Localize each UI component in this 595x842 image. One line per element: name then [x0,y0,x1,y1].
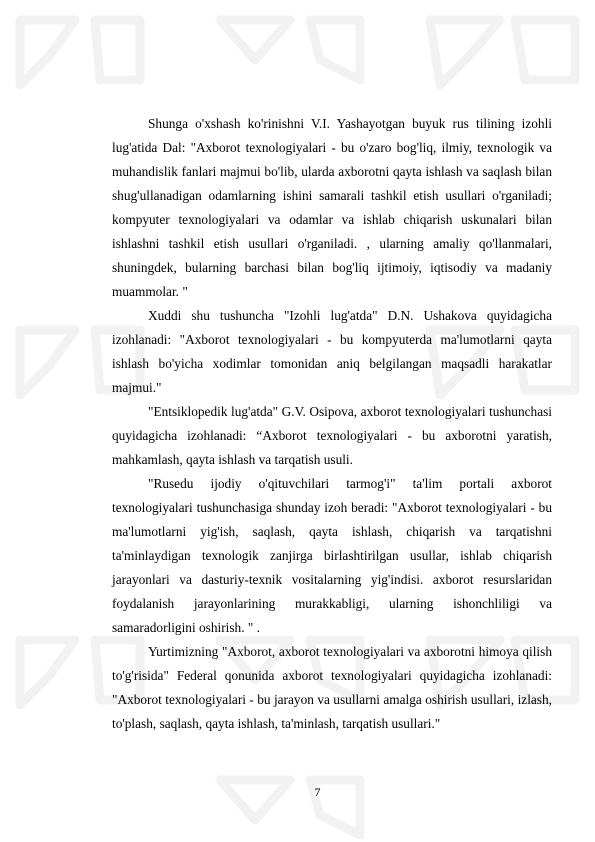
paragraph-3: "Entsiklopedik lug'atda" G.V. Osipova, axborot texnologiyalari tushunchasi quyidagicha izohlanadi: “Axborot texnologiyalari - bu axborotni yaratish, mahkamlash, qayta ishlash va tarqatish usuli. [112,404,552,467]
watermark-shape [220,20,360,80]
document-body [112,112,552,736]
paragraph-1: Shunga o'xshash ko'rinishni V.I. Yashayotgan buyuk rus tilining izohli lug'atida Dal: "Axborot texnologiyalari - bu o'zaro bog'liq, ilmiy, texnologik va muhandislik fanlari majmui bo'lib, ularda axborotni qayta ishlash va saqlash bilan shug'ullanadigan odamlarning ishini samarali tashkil etish usullari o'rganiladi; kompyuter texnologiyalari va odamlar va ishlab chiqarish uskunalari bilan ishlashni tashkil etish usullari o'rganiladi. , ularning amaliy qo'llanmalari, shuningdek, bularning barchasi bilan bog'liq ijtimoiy, iqtisodiy va madaniy muammolar. " [112,116,552,299]
paragraph-4: "Rusedu ijodiy o'qituvchilari tarmog'i" ta'lim portali axborot texnologiyalari tushunchasiga shunday izoh beradi: "Axborot texnologiyalari - bu ma'lumotlarni yig'ish, saqlash, qayta ishlash, chiqarish va tarqatishni ta'minlaydigan texnologik zanjirga birlashtirilgan usullar, ishlab chiqarish jarayonlari va dasturiy-texnik vositalarning yig'indisi. axborot resurslaridan foydalanish jarayonlarining murakkabligi, ularning ishonchliligi va samaradorligini oshirish. " . [112,476,552,635]
paragraph-5: Yurtimizning "Axborot, axborot texnologiyalari va axborotni himoya qilish to'g'risida" Federal qonunida axborot texnologiyalari quyidagicha izohlanadi: "Axborot texnologiyalari - bu jarayon va usullarni amalga oshirish usullari, izlash, to'plash, saqlash, qayta ishlash, ta'minlash, tarqatish usullari." [112,644,552,731]
paragraph-2: Xuddi shu tushuncha "Izohli lug'atda" D.N. Ushakova quyidagicha izohlanadi: "Axborot texnologiyalari - bu kompyuterda ma'lumotlarni qayta ishlash bo'yicha xodimlar tomonidan aniq belgilangan maqsadli harakatlar majmui." [112,308,552,395]
watermark-shape [430,20,575,85]
page-number: 7 [314,785,321,799]
watermark-shape [20,20,140,85]
